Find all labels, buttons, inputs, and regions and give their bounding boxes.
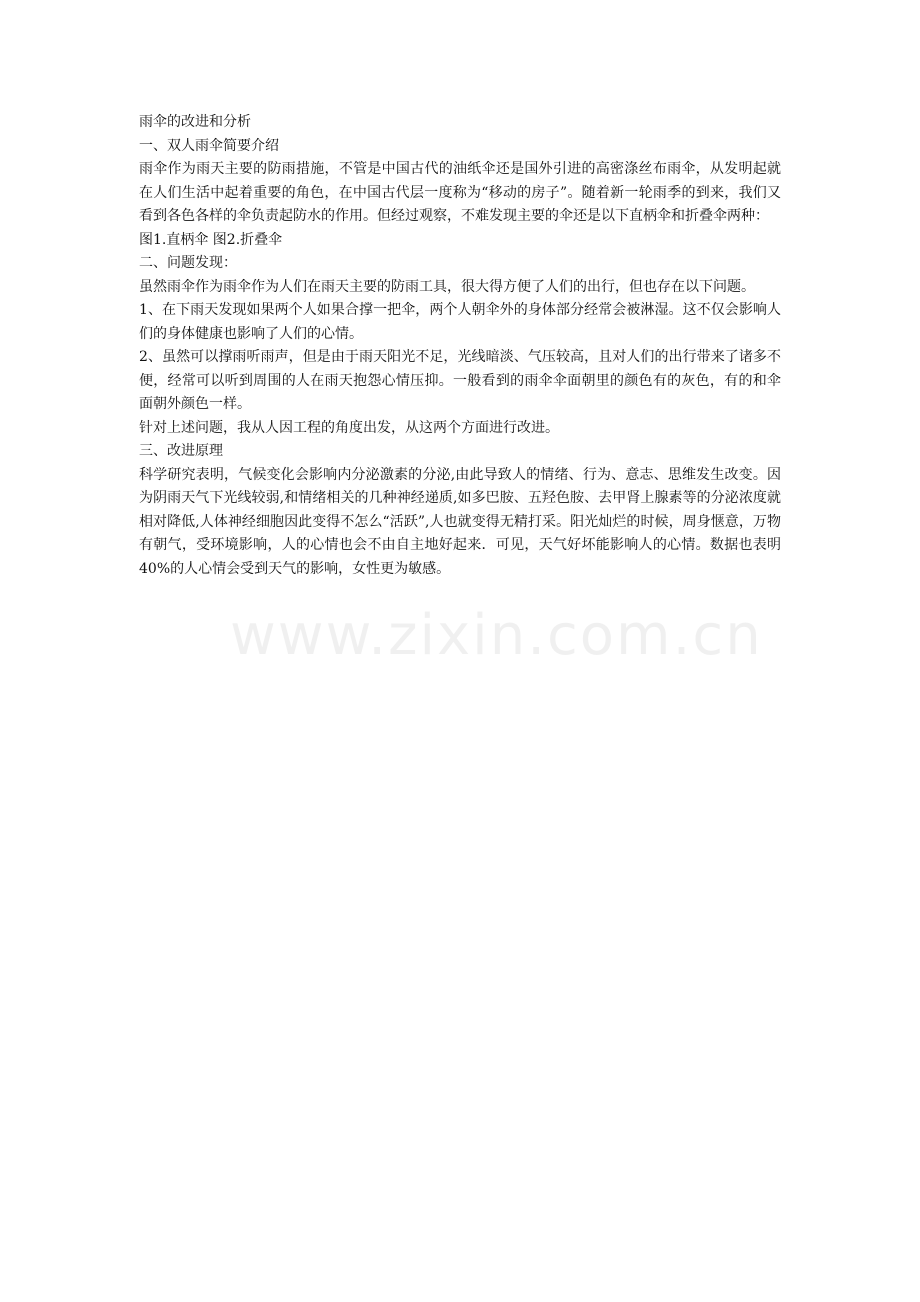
watermark-text: www.zixin.com.cn [230, 603, 763, 668]
document-body [139, 111, 781, 581]
document-title: 雨伞的改进和分析 [139, 114, 251, 130]
section-heading-problems: 二、问题发现： [139, 255, 237, 271]
problems-conclusion: 针对上述问题，我从人因工程的角度出发，从这两个方面进行改进。 [139, 419, 559, 436]
principle-paragraph: 科学研究表明，气候变化会影响内分泌激素的分泌,由此导致人的情绪、行为、意志、思维发生改变。因为阴雨天气下光线较弱,和情绪相关的几种神经递质,如多巴胺、五羟色胺、去甲肾上腺素等的分泌浓度就相对降低,人体神经细胞因此变得不怎么“活跃”,人也就变得无精打采。阳光灿烂的时候，周身惬意，万物有朝气，受环境影响，人的心情也会不由自主地好起来．可见，天气好坏能影响人的心情。数据也表明40%的人心情会受到天气的影响，女性更为敏感。 [139, 466, 781, 577]
section-heading-principle: 三、改进原理 [139, 443, 223, 459]
figure-captions: 图1.直柄伞 图2.折叠伞 [139, 231, 283, 248]
problem-item-1: 1、在下雨天发现如果两个人如果合撑一把伞，两个人朝伞外的身体部分经常会被淋湿。这不仅会影响人们的身体健康也影响了人们的心情。 [139, 302, 781, 342]
section-heading-intro: 一、双人雨伞简要介绍 [139, 137, 279, 154]
intro-paragraph: 雨伞作为雨天主要的防雨措施，不管是中国古代的油纸伞还是国外引进的高密涤丝布雨伞，从发明起就在人们生活中起着重要的角色，在中国古代层一度称为“移动的房子”。随着新一轮雨季的到来，我们又看到各色各样的伞负责起防水的作用。但经过观察，不难发现主要的伞还是以下直柄伞和折叠伞两种： [139, 161, 781, 224]
problems-intro-paragraph: 虽然雨伞作为雨伞作为人们在雨天主要的防雨工具，很大得方便了人们的出行，但也存在以下问题。 [139, 278, 755, 295]
problem-item-2: 2、虽然可以撑雨听雨声，但是由于雨天阳光不足，光线暗淡、气压较高，且对人们的出行带来了诸多不便，经常可以听到周围的人在雨天抱怨心情压抑。一般看到的雨伞伞面朝里的颜色有的灰色，有的和伞面朝外颜色一样。 [139, 349, 781, 412]
